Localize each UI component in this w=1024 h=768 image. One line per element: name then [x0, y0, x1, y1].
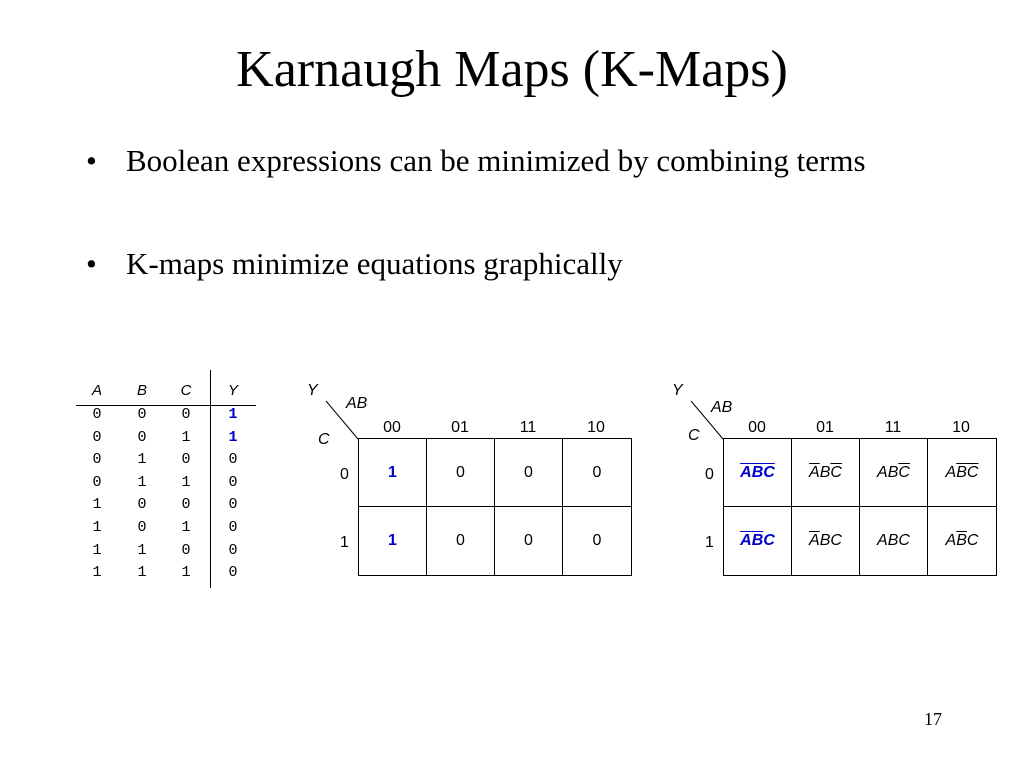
tt-cell: 1 — [181, 519, 191, 536]
tt-header-a: A — [91, 382, 102, 399]
kmap-term-cell — [792, 439, 860, 507]
minterm-a-b-bar-c-bar: $A\overline{B}\overline{C}$ — [945, 463, 979, 481]
tt-cell: 0 — [181, 451, 191, 469]
kmap-cell: 0 — [427, 507, 495, 575]
kmap-col-label: 00 — [383, 419, 401, 436]
kmap-corner-diagonal — [690, 400, 724, 440]
kmap-term-cell — [860, 507, 928, 575]
kmap-term-cell — [928, 439, 996, 507]
tt-cell: 1 — [228, 406, 238, 423]
tt-cell: 1 — [181, 473, 191, 491]
minterm-a-bar-b-c: $\overline{A}BC$ — [809, 532, 842, 549]
minterm-a-b-c: ABC — [877, 532, 910, 549]
kmap-cell: 0 — [563, 439, 631, 507]
bullet-dot: • — [86, 143, 97, 178]
tt-cell: 0 — [137, 519, 147, 536]
kmap-term-cell — [928, 507, 996, 575]
minterm-a-bar-b-c-bar: $\overline{A}B\overline{C}$ — [809, 463, 842, 481]
tt-cell: 1 — [92, 564, 102, 582]
tt-header-y: Y — [227, 382, 238, 399]
tt-cell: 0 — [228, 519, 238, 536]
kmap-cell: 1 — [359, 507, 427, 575]
kmap-term-cell — [724, 439, 792, 507]
kmap-row-var: C — [318, 431, 330, 448]
minterm-a-b-c-bar: $AB\overline{C}$ — [877, 463, 910, 481]
tt-cell: 1 — [181, 564, 191, 582]
page-number: 17 — [924, 709, 942, 729]
tt-cell: 1 — [137, 473, 147, 491]
kmap-output-label: Y — [672, 382, 683, 399]
kmap-corner-diagonal — [325, 400, 359, 440]
kmap-row-var: C — [688, 427, 700, 444]
tt-cell: 0 — [228, 451, 238, 469]
tt-header-b: B — [136, 382, 147, 399]
tt-cell: 0 — [228, 541, 238, 559]
tt-cell: 0 — [137, 428, 147, 446]
tt-cell: 0 — [92, 428, 102, 446]
minterm-a-bar-b-bar-c: $\overline{A}\overline{B}C$ — [740, 532, 775, 549]
kmap-cell: 0 — [495, 439, 563, 507]
minterm-a-bar-b-bar-c-bar: $\overline{A}\overline{B}\overline{C}$ — [740, 463, 775, 481]
kmap-cell: 0 — [592, 532, 602, 549]
kmap-cell: 0 — [427, 439, 495, 507]
tt-cell: 1 — [92, 496, 102, 514]
kmap-col-label: 01 — [816, 419, 834, 436]
tt-output-divider — [210, 370, 211, 588]
tt-cell: 0 — [228, 473, 238, 491]
kmap-row-label: 1 — [340, 534, 349, 551]
tt-cell: 1 — [137, 451, 147, 469]
tt-header-c: C — [180, 382, 192, 399]
kmap-col-var: AB — [711, 399, 733, 416]
slide-title: Karnaugh Maps (K-Maps) — [236, 41, 788, 98]
kmap-cell: 1 — [359, 439, 427, 507]
kmap-col-var: AB — [346, 395, 368, 412]
kmap-output-label: Y — [307, 382, 318, 399]
kmap-col-label: 01 — [451, 419, 469, 436]
tt-cell: 0 — [181, 406, 191, 423]
kmap-row-label: 1 — [705, 534, 714, 551]
tt-cell: 0 — [137, 406, 147, 423]
tt-cell: 0 — [181, 496, 191, 514]
tt-cell: 0 — [228, 496, 238, 514]
kmap-col-label: 10 — [952, 419, 970, 436]
tt-cell: 0 — [181, 541, 191, 559]
minterm-a-b-bar-c: $A\overline{B}C$ — [945, 532, 979, 549]
kmap-term-cell — [792, 507, 860, 575]
bullet-text-1: Boolean expressions can be minimized by combining terms — [126, 143, 866, 178]
kmap-row-label: 0 — [340, 466, 349, 483]
kmap-term-cell — [860, 439, 928, 507]
tt-cell: 1 — [181, 428, 191, 446]
kmap-grid — [358, 438, 632, 576]
kmap-term-cell — [724, 507, 792, 575]
kmap-col-label: 11 — [519, 419, 537, 436]
tt-cell: 1 — [92, 541, 102, 559]
tt-cell: 1 — [137, 541, 147, 559]
kmap-col-label: 10 — [587, 419, 605, 436]
kmap-row-label: 0 — [705, 466, 714, 483]
kmap-col-label: 00 — [748, 419, 766, 436]
tt-cell: 1 — [137, 564, 147, 582]
kmap-col-label: 11 — [884, 419, 902, 436]
tt-cell: 0 — [92, 406, 102, 423]
tt-cell: 0 — [137, 496, 147, 514]
tt-cell: 0 — [228, 564, 238, 582]
bullet-dot: • — [86, 246, 97, 281]
tt-cell: 1 — [92, 519, 102, 536]
tt-cell: 0 — [92, 473, 102, 491]
kmap-cell: 0 — [495, 507, 563, 575]
tt-cell: 0 — [92, 451, 102, 469]
bullet-text-2: K-maps minimize equations graphically — [126, 246, 623, 281]
tt-cell: 1 — [228, 428, 238, 446]
kmap-grid — [723, 438, 997, 576]
